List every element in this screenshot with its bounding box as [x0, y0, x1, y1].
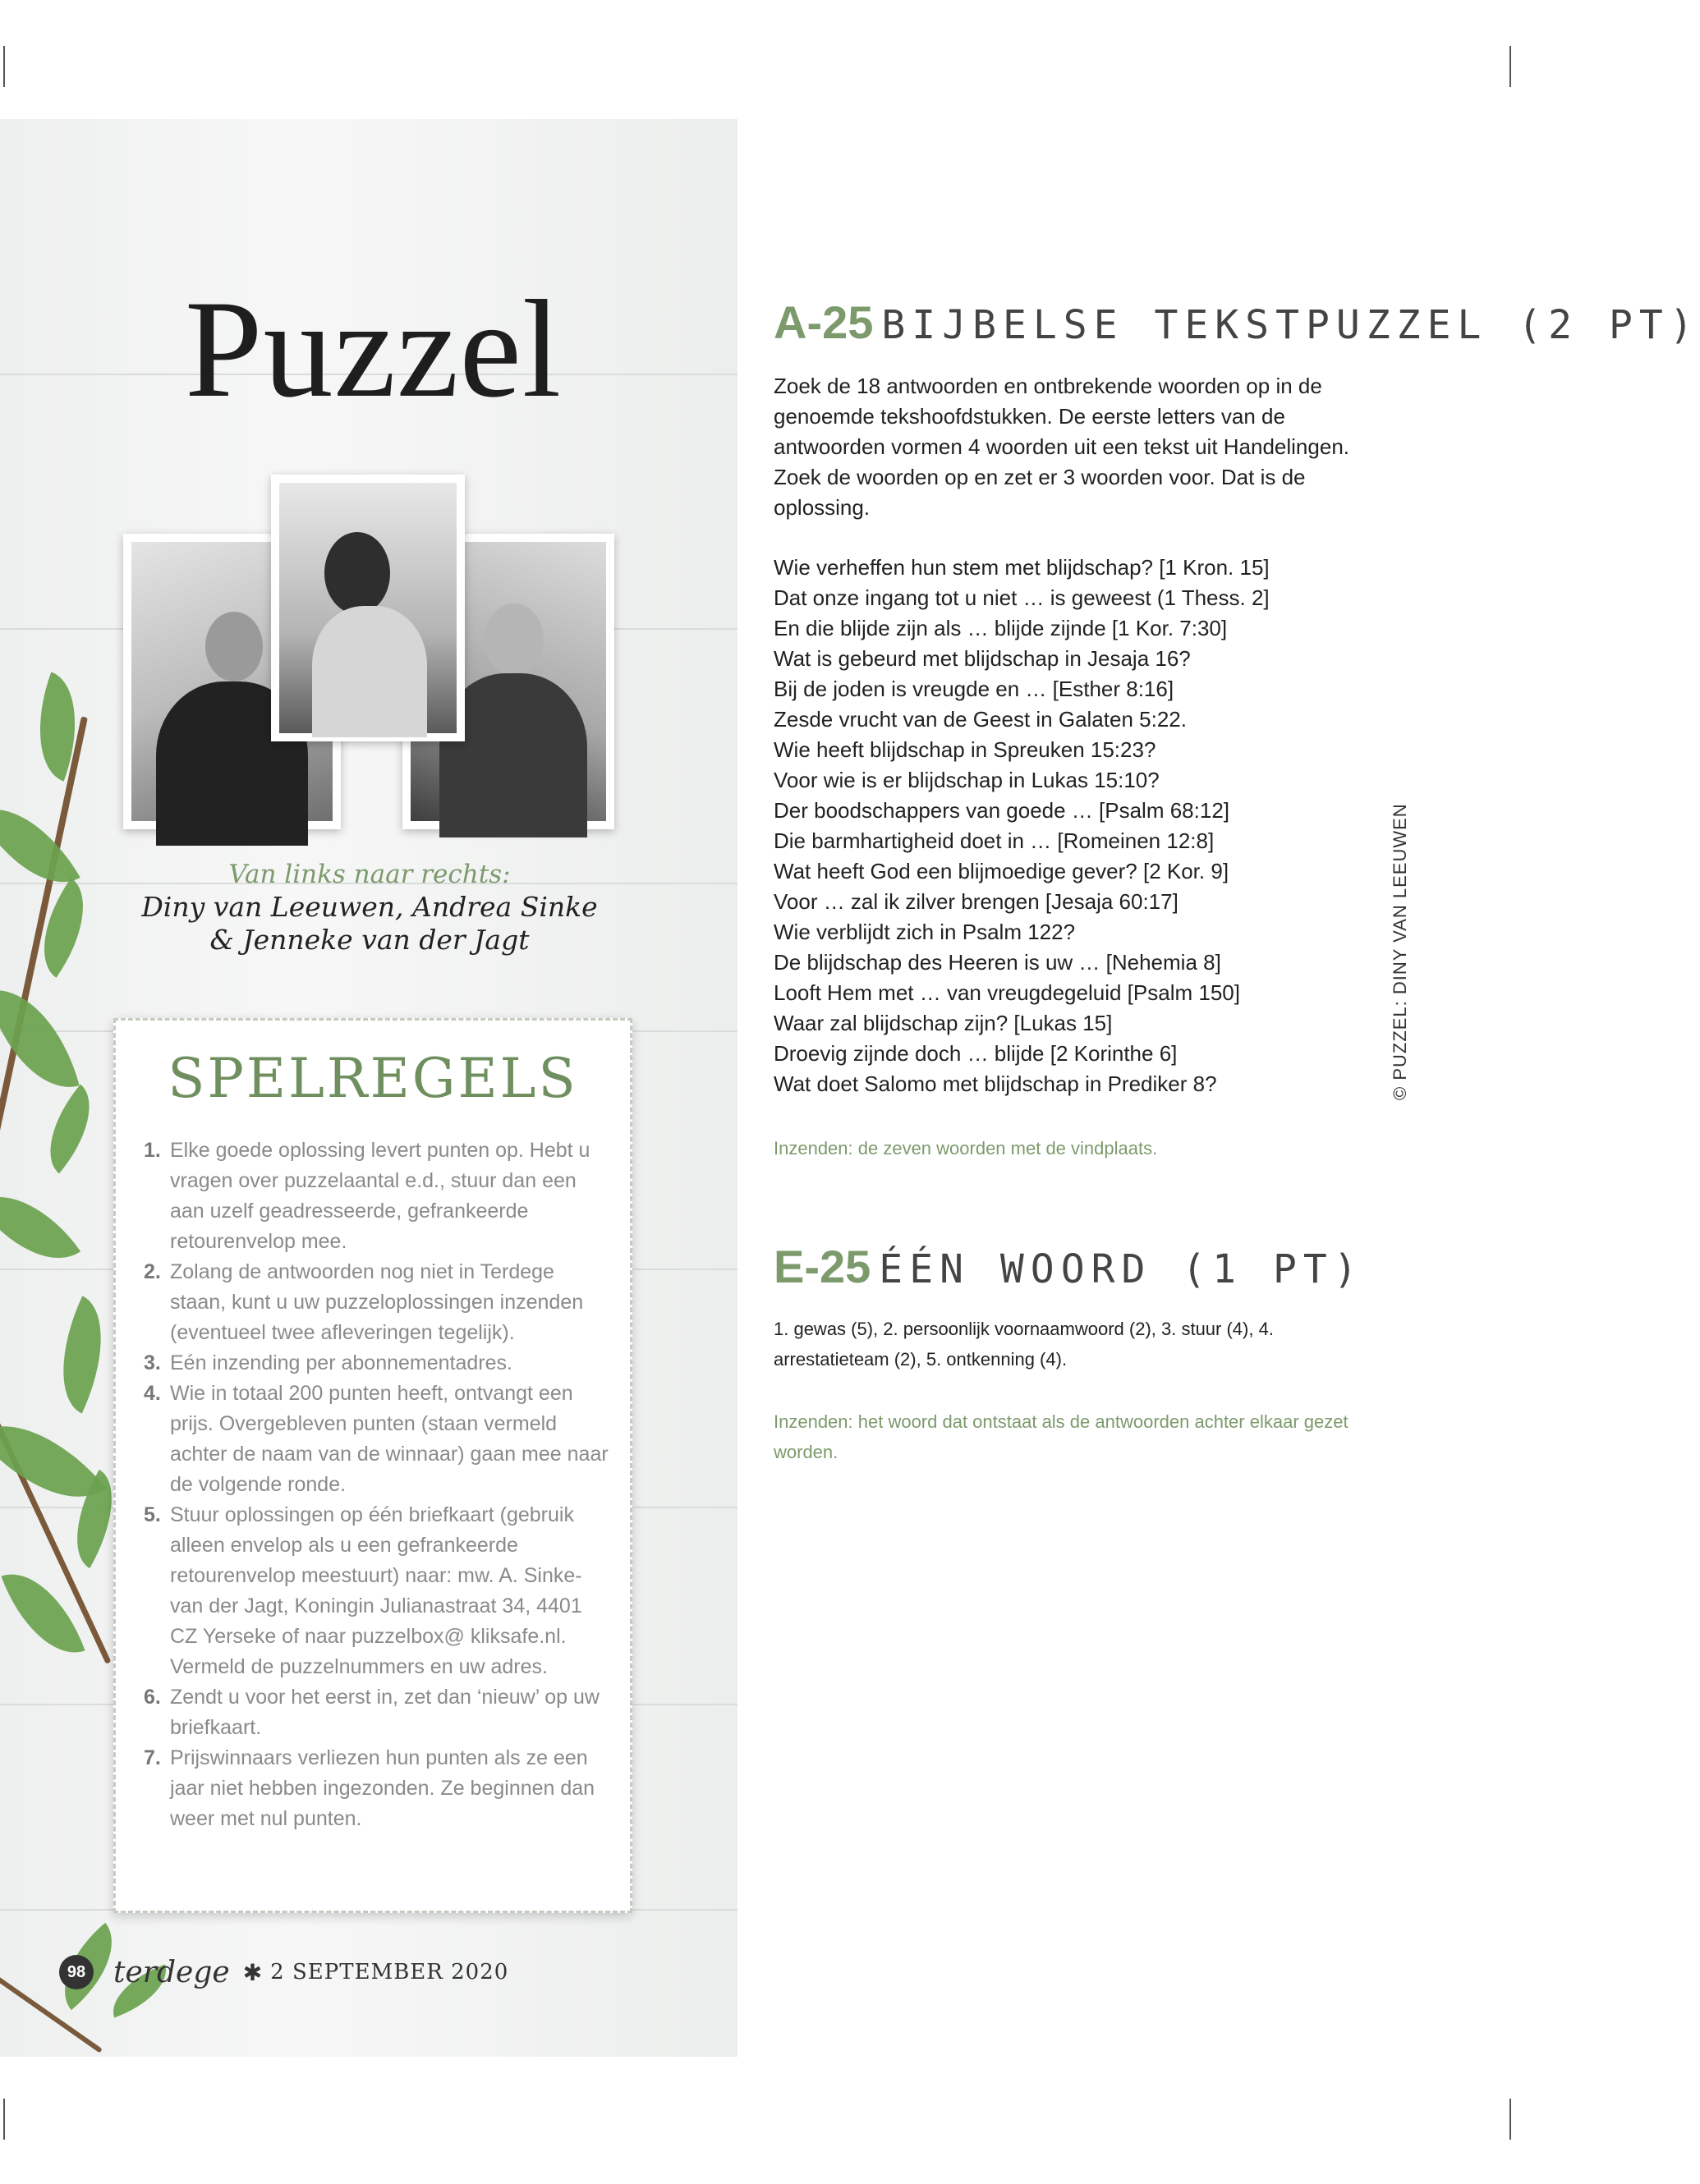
question-item: Bij de joden is vreugde en … [Esther 8:16]: [774, 677, 1174, 701]
question-item: Wie verheffen hun stem met blijdschap? [1 Kron. 15]: [774, 555, 1270, 580]
question-item: Wat doet Salomo met blijdschap in Prediker 8?: [774, 1071, 1217, 1096]
puzzle-credit: © PUZZEL: DINY VAN LEEUWEN: [1390, 803, 1410, 1100]
puzzle-e25-clues: 1. gewas (5), 2. persoonlijk voornaamwoord (2), 3. stuur (4), 4. arrestatieteam (2), 5. ontkenning (4).: [774, 1319, 1274, 1370]
issue-date: 2 SEPTEMBER 2020: [270, 1960, 509, 1984]
rule-text: Prijswinnaars verliezen hun punten als ze een jaar niet hebben ingezonden. Ze beginnen dan weer met nul punten.: [170, 1746, 595, 1830]
question-item: Dat onze ingang tot u niet … is geweest (1 Thess. 2]: [774, 585, 1270, 610]
rule-number: 2.: [144, 1260, 161, 1283]
question-item: Voor … zal ik zilver brengen [Jesaja 60:17]: [774, 889, 1179, 914]
leaf-icon: [28, 1085, 113, 1174]
question-item: Looft Hem met … van vreugdegeluid [Psalm 150]: [774, 980, 1240, 1005]
puzzle-e25-submit-note: Inzenden: het woord dat ontstaat als de antwoorden achter elkaar gezet worden.: [774, 1411, 1349, 1462]
page-title: Puzzel: [185, 272, 563, 426]
question-item: Wat is gebeurd met blijdschap in Jesaja 16?: [774, 646, 1191, 671]
crop-mark-bottom-left: [3, 2099, 5, 2140]
rule-text: Zendt u voor het eerst in, zet dan ‘nieuw’ op uw briefkaart.: [170, 1686, 600, 1739]
rule-text: Elke goede oplossing levert punten op. Hebt u vragen over puzzelaantal e.d., stuur dan een aan uzelf geadresseerde, gefrankeerde retourenvelop mee.: [170, 1139, 590, 1253]
question-item: De blijdschap des Heeren is uw … [Nehemia 8]: [774, 950, 1221, 975]
question-item: Wat heeft God een blijmoedige gever? [2 Kor. 9]: [774, 859, 1229, 883]
question-item: Wie verblijdt zich in Psalm 122?: [774, 920, 1076, 944]
puzzle-a25-heading: [774, 296, 1700, 349]
question-item: Voor wie is er blijdschap in Lukas 15:10?: [774, 768, 1160, 792]
page-footer: [59, 1954, 508, 1990]
question-item: Die barmhartigheid doet in … [Romeinen 12:8]: [774, 828, 1215, 853]
puzzle-code: A-25: [774, 296, 874, 348]
rules-box: [113, 1018, 632, 1913]
caption-line-1: Van links naar rechts:: [228, 860, 511, 889]
rule-text: Wie in totaal 200 punten heeft, ontvangt een prijs. Overgebleven punten (staan vermeld achter de naam van de winnaar) gaan mee naar de volgende ronde.: [170, 1382, 609, 1496]
rule-number: 1.: [144, 1139, 161, 1162]
photo-caption: [140, 858, 600, 957]
photo-andrea-sinke: [271, 475, 465, 741]
rule-text: Stuur oplossingen op één briefkaart (gebruik alleen envelop als u een gefrankeerde retourenvelop meestuurt) naar: mw. A. Sinke-van der Jagt, Koningin Julianastraat 34, 4401 CZ Yerseke of naar puzzelbox@ kliksafe.nl. Vermeld de puzzelnummers en uw adres.: [170, 1503, 582, 1678]
rule-number: 3.: [144, 1351, 161, 1374]
crop-mark-top-left: [3, 46, 5, 87]
page-number: 98: [59, 1955, 94, 1989]
leaf-icon: [0, 975, 80, 1103]
rule-number: 4.: [144, 1382, 161, 1405]
rule-number: 5.: [144, 1503, 161, 1526]
rule-item: [144, 1500, 613, 1682]
rules-title: SPELREGELS: [168, 1047, 578, 1110]
asterisk-icon: ✱: [242, 1959, 263, 1985]
rule-text: Eén inzending per abonnementadres.: [170, 1351, 512, 1374]
rule-item: [144, 1348, 613, 1379]
rule-item: [144, 1682, 613, 1743]
leaf-icon: [0, 1171, 80, 1284]
puzzle-e25-heading: [774, 1240, 1364, 1293]
question-item: Waar zal blijdschap zijn? [Lukas 15]: [774, 1011, 1113, 1035]
puzzle-a25-submit-note: Inzenden: de zeven woorden met de vindplaats.: [774, 1138, 1158, 1159]
question-item: Der boodschappers van goede … [Psalm 68:12]: [774, 798, 1230, 823]
rules-list: [144, 1136, 613, 1834]
rule-number: 6.: [144, 1686, 161, 1709]
rule-item: [144, 1743, 613, 1834]
caption-line-3: & Jenneke van der Jagt: [209, 924, 530, 956]
puzzle-name: ÉÉN WOORD (1 PT): [879, 1246, 1364, 1292]
rule-item: [144, 1257, 613, 1348]
question-item: Wie heeft blijdschap in Spreuken 15:23?: [774, 737, 1156, 762]
puzzle-a25-questions: [774, 553, 1414, 1099]
crop-mark-top-right: [1509, 46, 1511, 87]
question-item: Droevig zijnde doch … blijde [2 Korinthe 6]: [774, 1041, 1178, 1066]
rule-text: Zolang de antwoorden nog niet in Terdege staan, kunt u uw puzzeloplossingen inzenden (eventueel twee afleveringen tegelijk).: [170, 1260, 584, 1344]
rule-item: [144, 1136, 613, 1257]
magazine-logo: terdege: [113, 1955, 230, 1989]
puzzle-name: BIJBELSE TEKSTPUZZEL (2 PT): [881, 302, 1700, 348]
crop-mark-bottom-right: [1509, 2099, 1511, 2140]
question-item: Zesde vrucht van de Geest in Galaten 5:22.: [774, 707, 1187, 732]
puzzle-a25-intro: Zoek de 18 antwoorden en ontbrekende woorden op in de genoemde tekshoofdstukken. De eerste letters van de antwoorden vormen 4 woorden uit een tekst uit Handelingen. Zoek de woorden op en zet er 3 woorden voor. Dat is de oplossing.: [774, 374, 1349, 520]
question-item: En die blijde zijn als … blijde zijnde [1 Kor. 7:30]: [774, 616, 1228, 640]
caption-line-2: Diny van Leeuwen, Andrea Sinke: [141, 891, 598, 923]
rule-number: 7.: [144, 1746, 161, 1769]
leaf-icon: [1, 1558, 85, 1669]
puzzle-code: E-25: [774, 1241, 871, 1292]
rule-item: [144, 1379, 613, 1500]
